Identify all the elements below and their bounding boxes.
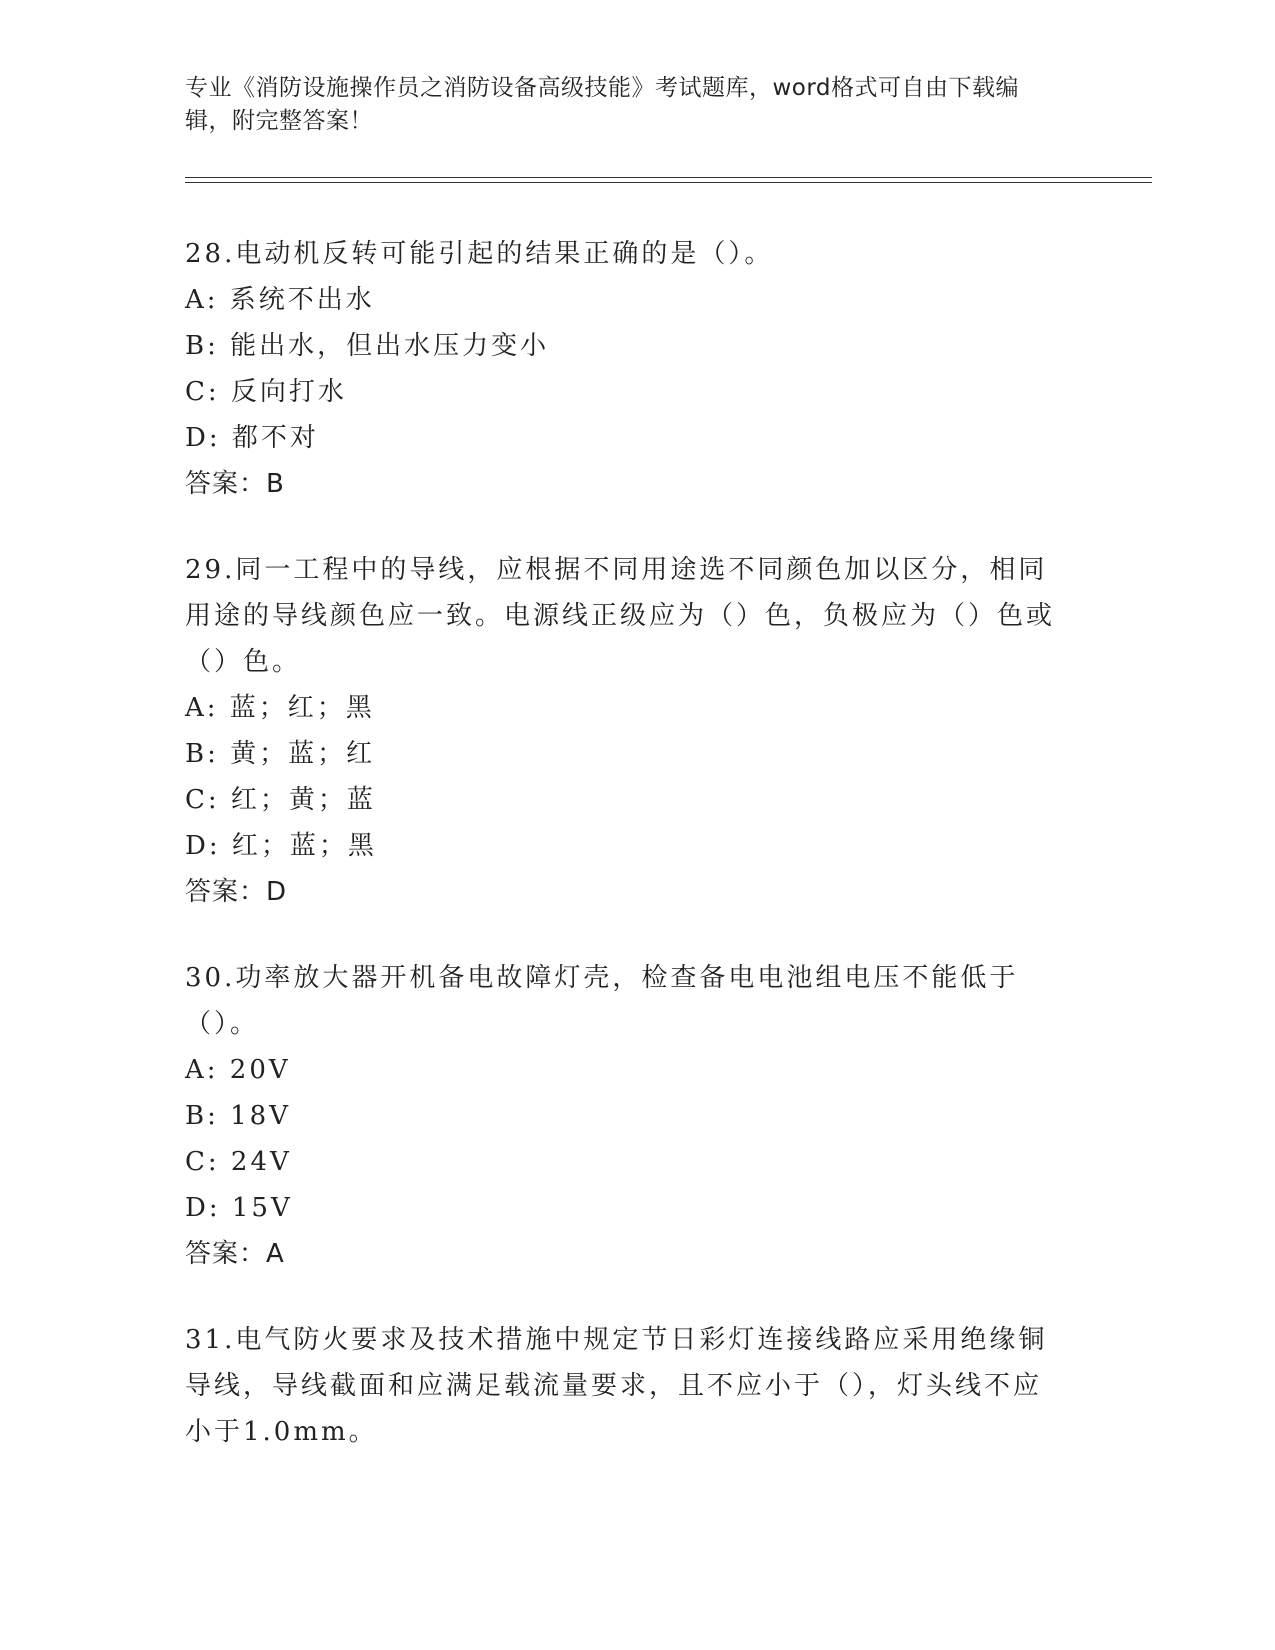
option-c: C: 24V [185,1147,292,1177]
option-c: C: 红；黄；蓝 [185,785,376,815]
option-d: D: 红；蓝；黑 [185,831,377,861]
question-text: 28.电动机反转可能引起的结果正确的是（）。 [185,239,774,269]
question-list [185,231,1065,1495]
question-text: 29.同一工程中的导线，应根据不同用途选不同颜色加以区分，相同用途的导线颜色应一致。电源线正级应为（）色，负极应为（）色或（）色。 [185,555,1056,677]
answer-text: 答案：B [185,469,285,499]
question-30 [185,955,1065,1277]
document-header: 专业《消防设施操作员之消防设备高级技能》考试题库，word格式可自由下载编辑，附完整答案！ [185,75,1020,134]
option-a: A: 20V [185,1055,291,1085]
header-rule-top [185,177,1152,178]
question-31 [185,1317,1065,1455]
option-b: B: 黄；蓝；红 [185,739,376,769]
question-text: 31.电气防火要求及技术措施中规定节日彩灯连接线路应采用绝缘铜导线，导线截面和应满足载流量要求，且不应小于（），灯头线不应小于1.0mm。 [185,1325,1048,1447]
header-rule-bottom [185,182,1152,183]
option-a: A: 蓝；红；黑 [185,693,375,723]
option-c: C: 反向打水 [185,377,347,407]
option-d: D: 15V [185,1193,293,1223]
option-a: A: 系统不出水 [185,285,375,315]
question-29 [185,547,1065,915]
answer-text: 答案：D [185,877,288,907]
option-b: B: 能出水，但出水压力变小 [185,331,550,361]
answer-text: 答案：A [185,1239,285,1269]
question-text: 30.功率放大器开机备电故障灯壳，检查备电电池组电压不能低于（）。 [185,963,1019,1039]
option-d: D: 都不对 [185,423,319,453]
question-28 [185,231,1065,507]
option-b: B: 18V [185,1101,291,1131]
